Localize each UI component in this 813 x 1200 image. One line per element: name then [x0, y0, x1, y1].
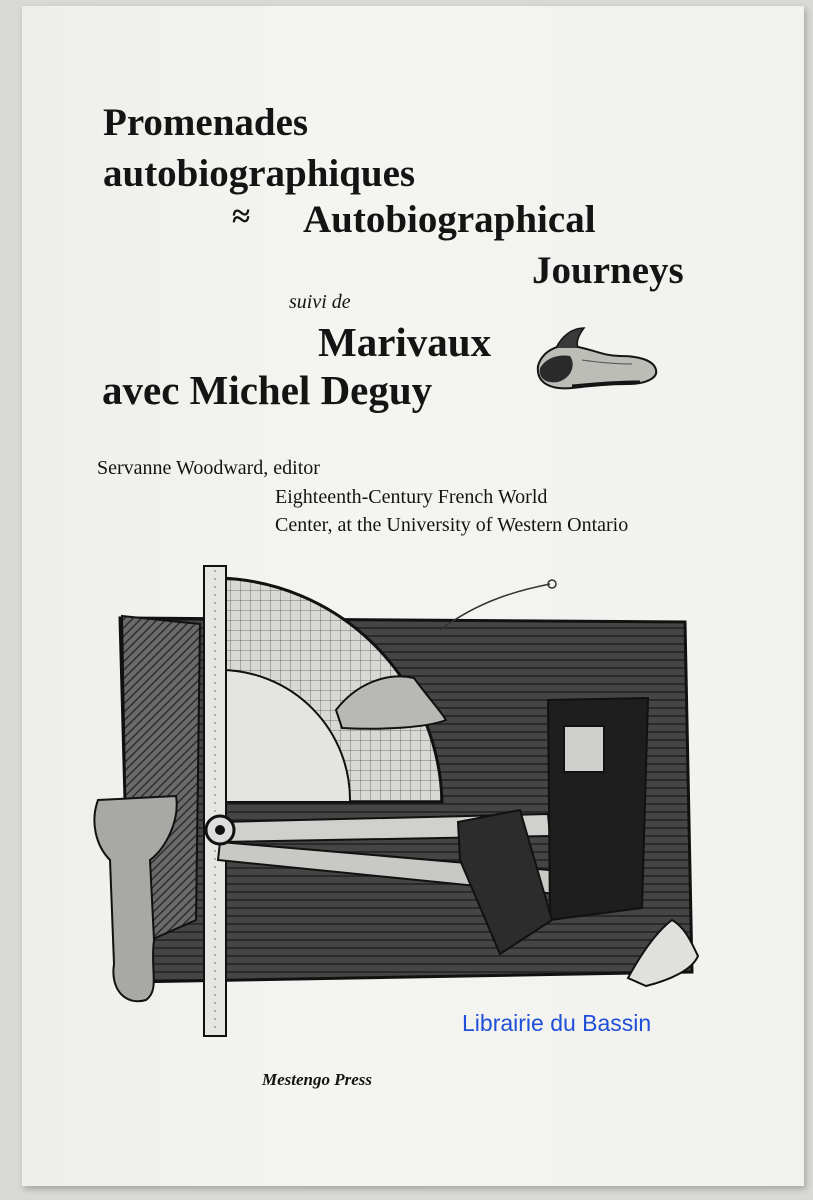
- shoe-icon: [532, 322, 660, 400]
- center-line-1: Eighteenth-Century French World: [275, 486, 548, 508]
- publisher-name: Mestengo Press: [262, 1070, 373, 1089]
- title-line-5: Marivaux: [318, 319, 492, 365]
- center-line-2: Center, at the University of Western Ontario: [275, 514, 629, 536]
- editor-credit: Servanne Woodward, editor: [97, 457, 320, 479]
- title-line-1: Promenades: [103, 101, 309, 144]
- title-line-3: Autobiographical: [303, 198, 596, 241]
- suivi-de-label: suivi de: [289, 291, 351, 313]
- seller-watermark: Librairie du Bassin: [462, 1010, 652, 1036]
- title-line-6: avec Michel Deguy: [102, 367, 433, 413]
- instrument-collage-icon: [80, 560, 720, 1050]
- approx-symbol: ≈: [232, 199, 251, 235]
- title-line-4: Journeys: [532, 249, 684, 292]
- title-line-2: autobiographiques: [103, 152, 416, 195]
